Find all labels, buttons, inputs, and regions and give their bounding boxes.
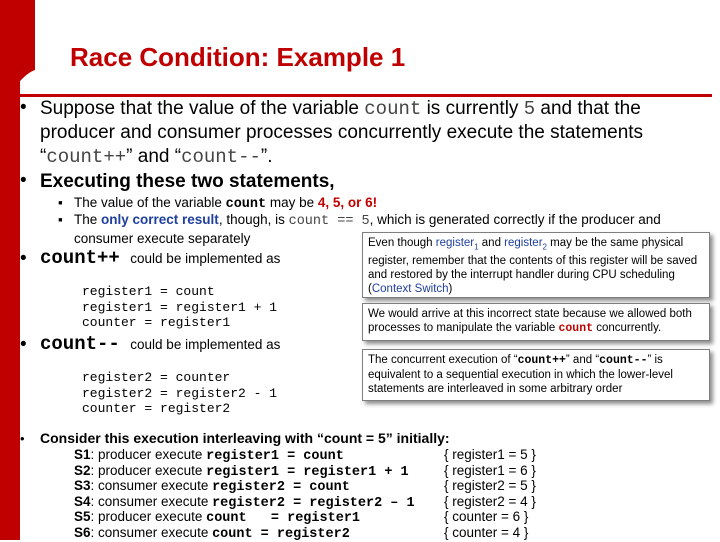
callout-register-note (362, 232, 710, 298)
count-inc-heading (40, 247, 280, 269)
bullet-marker: • (20, 334, 27, 356)
count-inc-label: count++ (40, 247, 120, 269)
step-id: S4 (74, 494, 91, 509)
step-id: S6 (74, 525, 91, 540)
box-text: ” and “ (566, 354, 599, 366)
box-text: ” is equivalent to a sequential execution in which the lower-level statements are interleaved in some arbitrary order (368, 354, 673, 395)
interleave-step-row (74, 447, 694, 463)
count-inc-code: register1 = count register1 = register1 + 1 counter = register1 (82, 284, 277, 331)
step-state: { register2 = 4 } (444, 494, 536, 509)
step-text: : consumer execute (91, 525, 213, 540)
quote: “ (40, 146, 46, 167)
sub-bullet-marker: ▪ (58, 211, 63, 228)
register1-ref: register (436, 237, 474, 249)
step-code: count = register1 (206, 511, 360, 526)
bullet-marker: • (20, 248, 27, 270)
box-code: count++ (518, 354, 566, 367)
bullet-marker: • (20, 170, 27, 192)
b1-line2: producer and consumer processes concurrently execute the statements (40, 121, 700, 145)
sub-text: may be (266, 195, 318, 210)
sub-text: The value of the variable (74, 195, 226, 210)
box-text: may be the same physical register, remember that the contents of this register will be saved and restored by the interrupt handler during CPU scheduling ( (368, 237, 697, 295)
box-code: count (559, 322, 594, 335)
page-title: Race Condition: Example 1 (70, 42, 405, 73)
callout-incorrect-state (362, 303, 710, 341)
possible-values: 4, 5, or 6! (318, 195, 377, 210)
step-code: register1 = count (206, 449, 344, 464)
step-text: : producer execute (91, 463, 207, 478)
step-description (74, 525, 694, 542)
step-text: : consumer execute (91, 494, 213, 509)
sub-text: consumer execute separately (74, 230, 704, 247)
step-text: : consumer execute (91, 478, 213, 493)
correct-result-highlight: only correct result (101, 212, 219, 227)
sub-text: The (74, 212, 101, 227)
step-id: S2 (74, 463, 91, 478)
step-text: : producer execute (91, 447, 207, 462)
box-text: The concurrent execution of “ (368, 354, 518, 366)
box-text: We would arrive at this incorrect state because we allowed both processes to manipulate the variable (368, 308, 692, 334)
sub-code: count == 5 (289, 214, 370, 229)
box-text: Even though (368, 237, 436, 249)
bullet-marker: • (20, 97, 27, 119)
context-switch-ref: Context Switch (372, 283, 449, 295)
count-inc-desc: could be implemented as (130, 251, 280, 266)
b1-code2: count-- (181, 146, 261, 168)
count-dec-heading (40, 333, 280, 355)
interleave-step-row (74, 525, 694, 541)
interleave-steps (74, 447, 694, 540)
register2-ref: register (504, 237, 542, 249)
count-dec-desc: could be implemented as (130, 337, 280, 352)
step-state: { counter = 4 } (444, 525, 528, 540)
interleave-step-row (74, 478, 694, 494)
step-state: { counter = 6 } (444, 509, 528, 524)
step-code: count = register2 (212, 527, 350, 542)
box-text: ) (449, 283, 453, 295)
step-id: S5 (74, 509, 91, 524)
b1-text: ” and “ (126, 146, 181, 167)
interleave-step-row (74, 509, 694, 525)
b1-text: Suppose that the value of the variable (40, 98, 364, 119)
step-code: register2 = count (212, 480, 350, 495)
sub-bullet-marker: ▪ (58, 194, 63, 211)
sub-text: , though, is (219, 212, 289, 227)
b1-var: count (364, 98, 421, 120)
step-state: { register1 = 5 } (444, 447, 536, 462)
step-code: register1 = register1 + 1 (206, 465, 409, 480)
box-text: and (479, 237, 505, 249)
interleave-intro: Consider this execution interleaving with “count = 5” initially: (40, 430, 450, 446)
sub-code: count (226, 197, 267, 212)
bullet-executing: Executing these two statements, (40, 170, 335, 194)
count-dec-code: register2 = counter register2 = register2 - 1 counter = register2 (82, 370, 277, 417)
bullet-suppose (40, 97, 700, 169)
corner-decoration (0, 0, 35, 540)
step-state: { register1 = 6 } (444, 463, 536, 478)
step-text: : producer execute (91, 509, 207, 524)
box-text: concurrently. (593, 322, 661, 334)
b1-code1: count++ (46, 146, 126, 168)
register2-sub: 2 (543, 242, 547, 251)
box-code: count-- (599, 354, 647, 367)
sub-text: , which is generated correctly if the producer and (370, 212, 661, 227)
b1-text: is currently (421, 98, 523, 119)
count-dec-label: count-- (40, 333, 120, 355)
callout-interleaving (362, 349, 710, 401)
b1-text: and that the (535, 98, 641, 119)
step-id: S3 (74, 478, 91, 493)
step-state: { register2 = 5 } (444, 478, 536, 493)
register1-sub: 1 (474, 242, 478, 251)
b1-val: 5 (524, 98, 535, 120)
bullet-marker: • (20, 431, 25, 446)
step-id: S1 (74, 447, 91, 462)
interleave-step-row (74, 494, 694, 510)
interleave-step-row (74, 463, 694, 479)
step-code: register2 = register2 – 1 (212, 496, 415, 511)
b1-text: ”. (261, 146, 273, 167)
